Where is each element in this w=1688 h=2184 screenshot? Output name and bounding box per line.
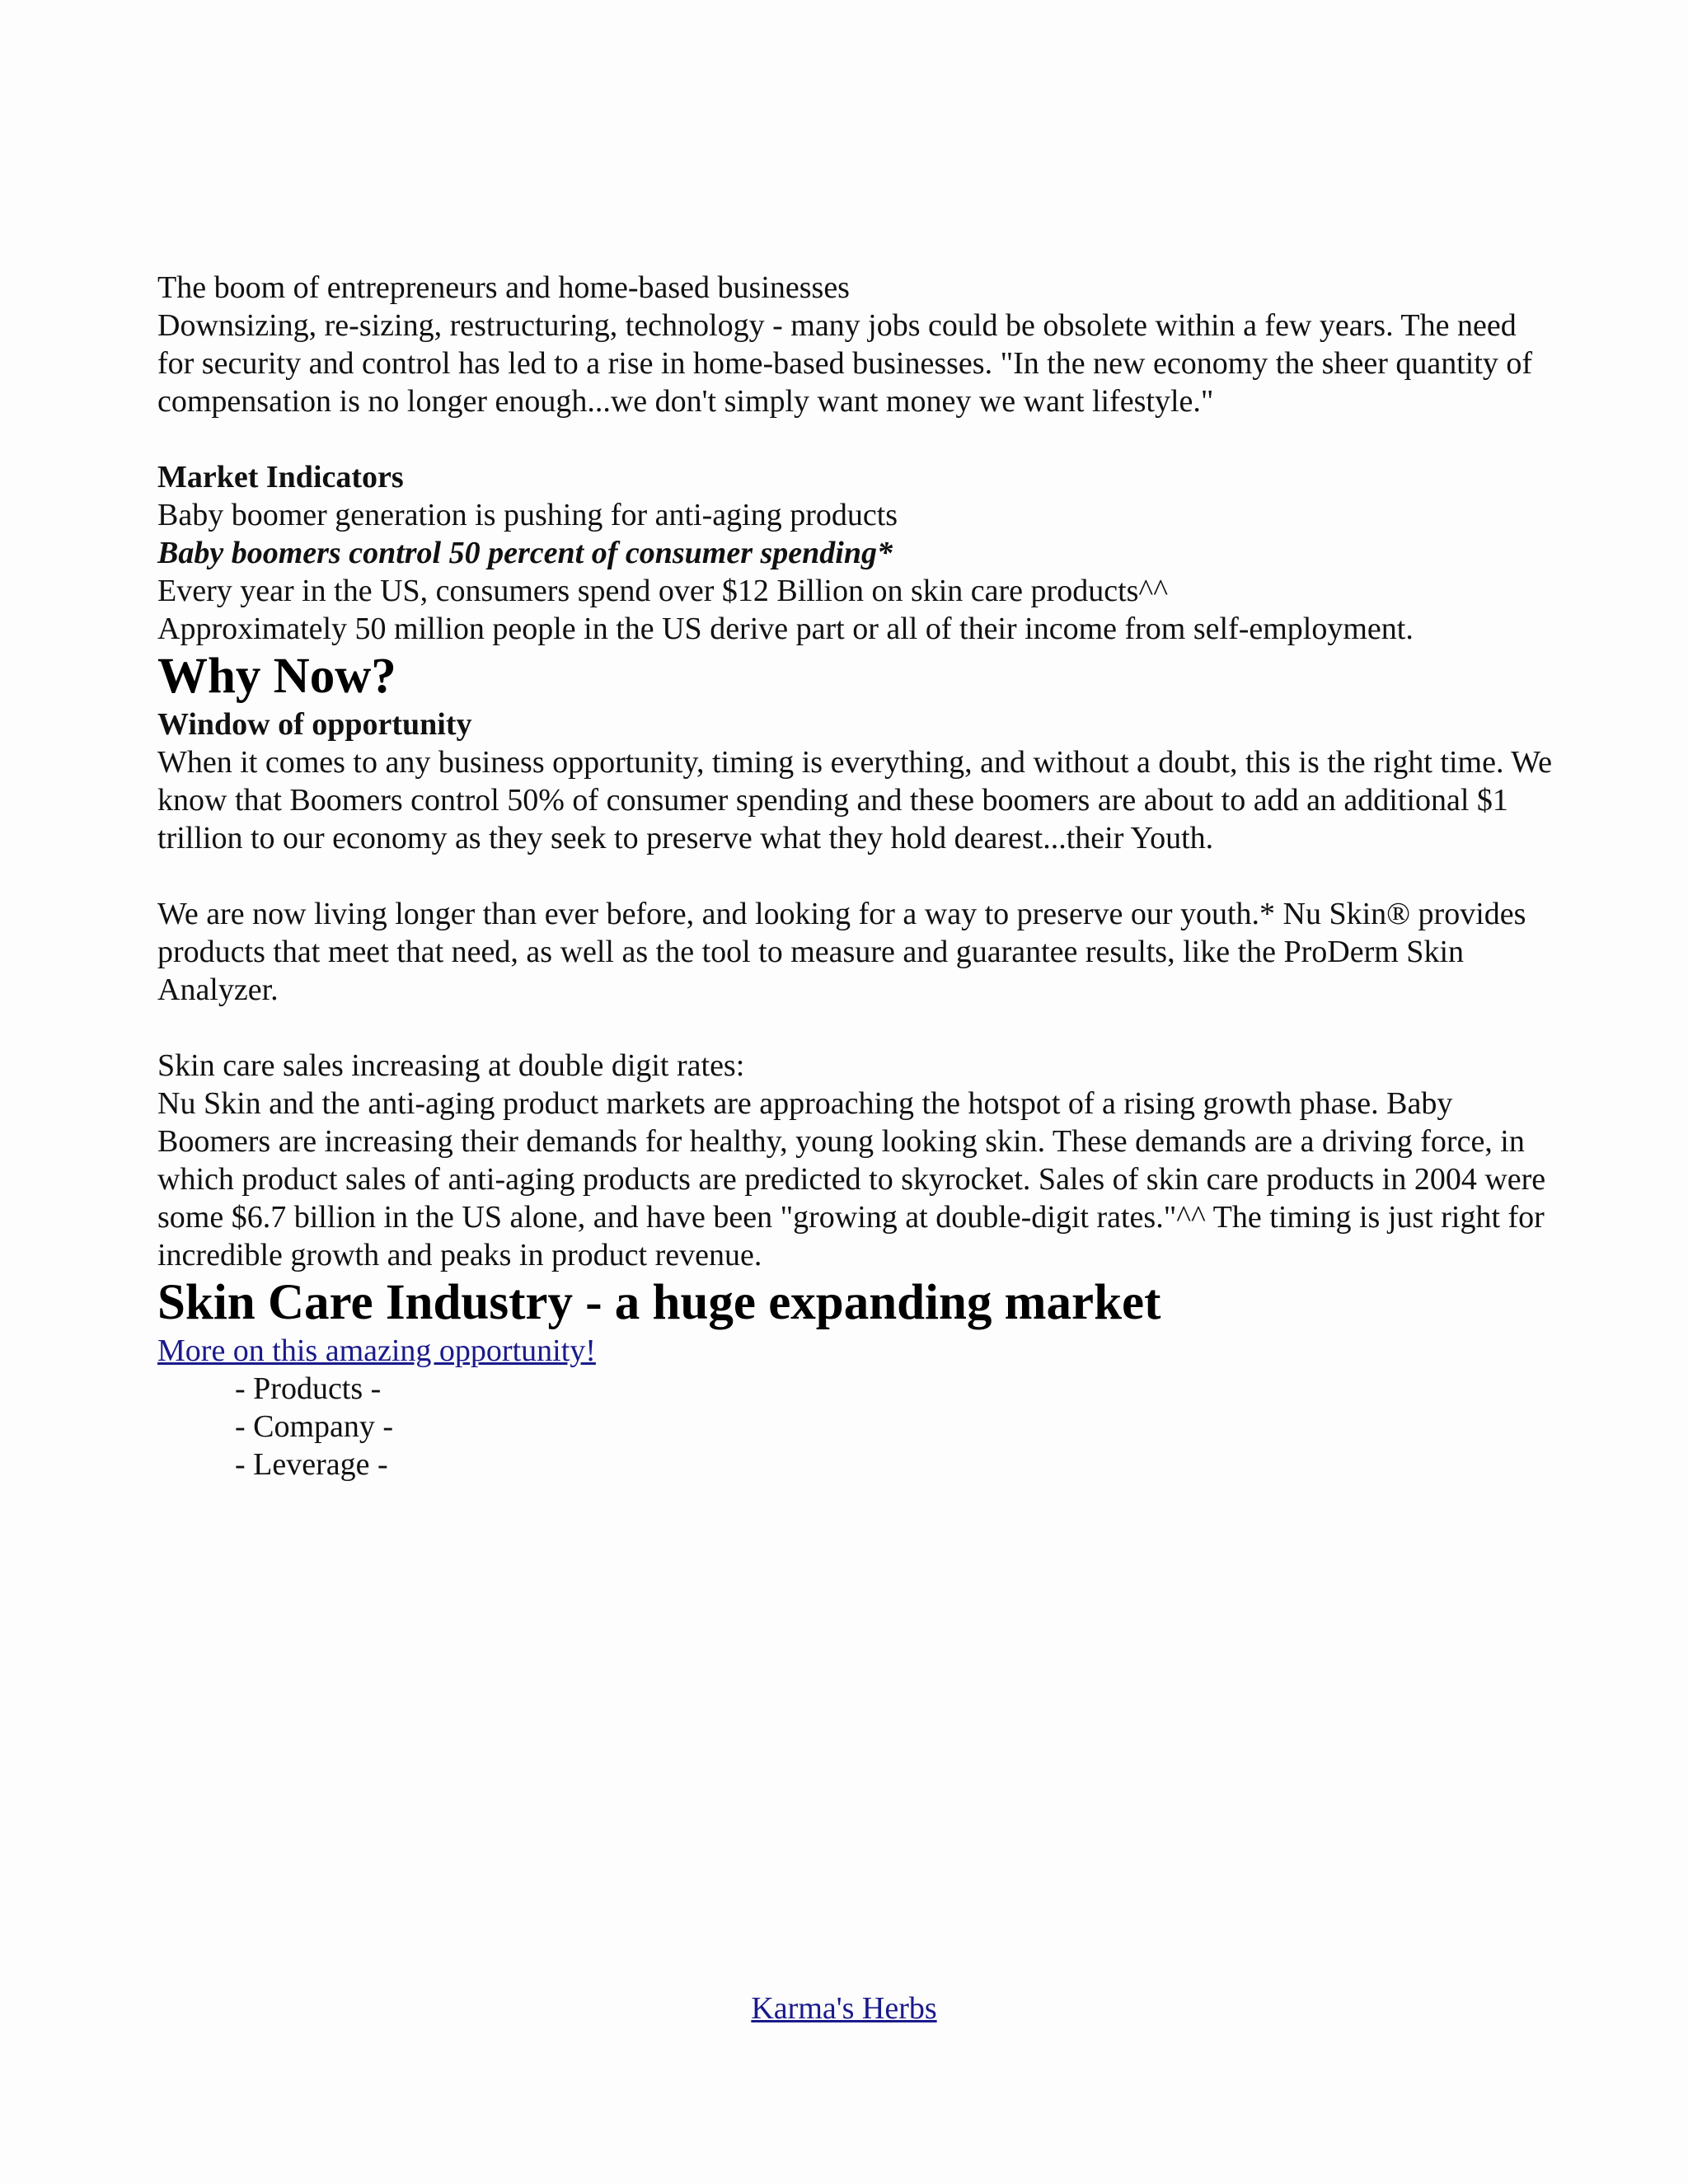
window-of-opportunity-title: Window of opportunity (157, 707, 472, 742)
market-indicator-item: Baby boomers control 50 percent of consumer spending* (157, 536, 893, 570)
page-content (157, 269, 1559, 1483)
intro-heading: The boom of entrepreneurs and home-based businesses (157, 270, 850, 305)
market-indicators-heading: Market Indicators (157, 460, 404, 494)
sales-increase-paragraph: Nu Skin and the anti-aging product markets are approaching the hotspot of a rising growth phase. Baby Boomers are increasing their demands for healthy, young looking skin. These demands are a driving force, in which product sales of anti-aging products are predicted to skyrocket. Sales of skin care products in 2004 were some $6.7 billion in the US alone, and have been "growing at double-digit rates."^^ The timing is just right for incredible growth and peaks in product revenue. (157, 1086, 1546, 1272)
skin-care-industry-heading: Skin Care Industry - a huge expanding market (157, 1275, 1161, 1330)
market-indicator-item: Every year in the US, consumers spend over $12 Billion on skin care products^^ (157, 574, 1169, 608)
sublist-item-leverage: - Leverage - (235, 1447, 388, 1482)
more-opportunity-link[interactable]: More on this amazing opportunity! (157, 1333, 596, 1368)
intro-paragraph: Downsizing, re-sizing, restructuring, technology - many jobs could be obsolete within a few years. The need for security and control has led to a rise in home-based businesses. "In the new economy the sheer quantity of compensation is no longer enough...we don't simply want money we want lifestyle." (157, 308, 1533, 419)
sublist-item-products: - Products - (235, 1371, 382, 1406)
sublist-item-company: - Company - (235, 1409, 394, 1444)
window-of-opportunity-paragraph: When it comes to any business opportunity, timing is everything, and without a doubt, this is the right time. We know that Boomers control 50% of consumer spending and these boomers are about to add an additional $1 trillion to our economy as they seek to preserve what they hold dearest...their Youth. (157, 745, 1552, 855)
footer (0, 1990, 1688, 2027)
living-longer-paragraph: We are now living longer than ever before, and looking for a way to preserve our youth.* Nu Skin® provides products that meet that need, as well as the tool to measure and guarantee results, like the ProDerm Skin Analyzer. (157, 897, 1526, 1007)
why-now-heading: Why Now? (157, 649, 396, 704)
karmas-herbs-link[interactable]: Karma's Herbs (751, 1991, 937, 2026)
market-indicator-item: Baby boomer generation is pushing for anti-aging products (157, 498, 898, 532)
spacer (157, 857, 1559, 895)
market-indicator-item: Approximately 50 million people in the US derive part or all of their income from self-employment. (157, 612, 1414, 646)
opportunity-sublist (157, 1370, 1559, 1483)
sales-increase-title: Skin care sales increasing at double digit rates: (157, 1048, 745, 1083)
spacer (157, 420, 1559, 458)
spacer (157, 1009, 1559, 1047)
